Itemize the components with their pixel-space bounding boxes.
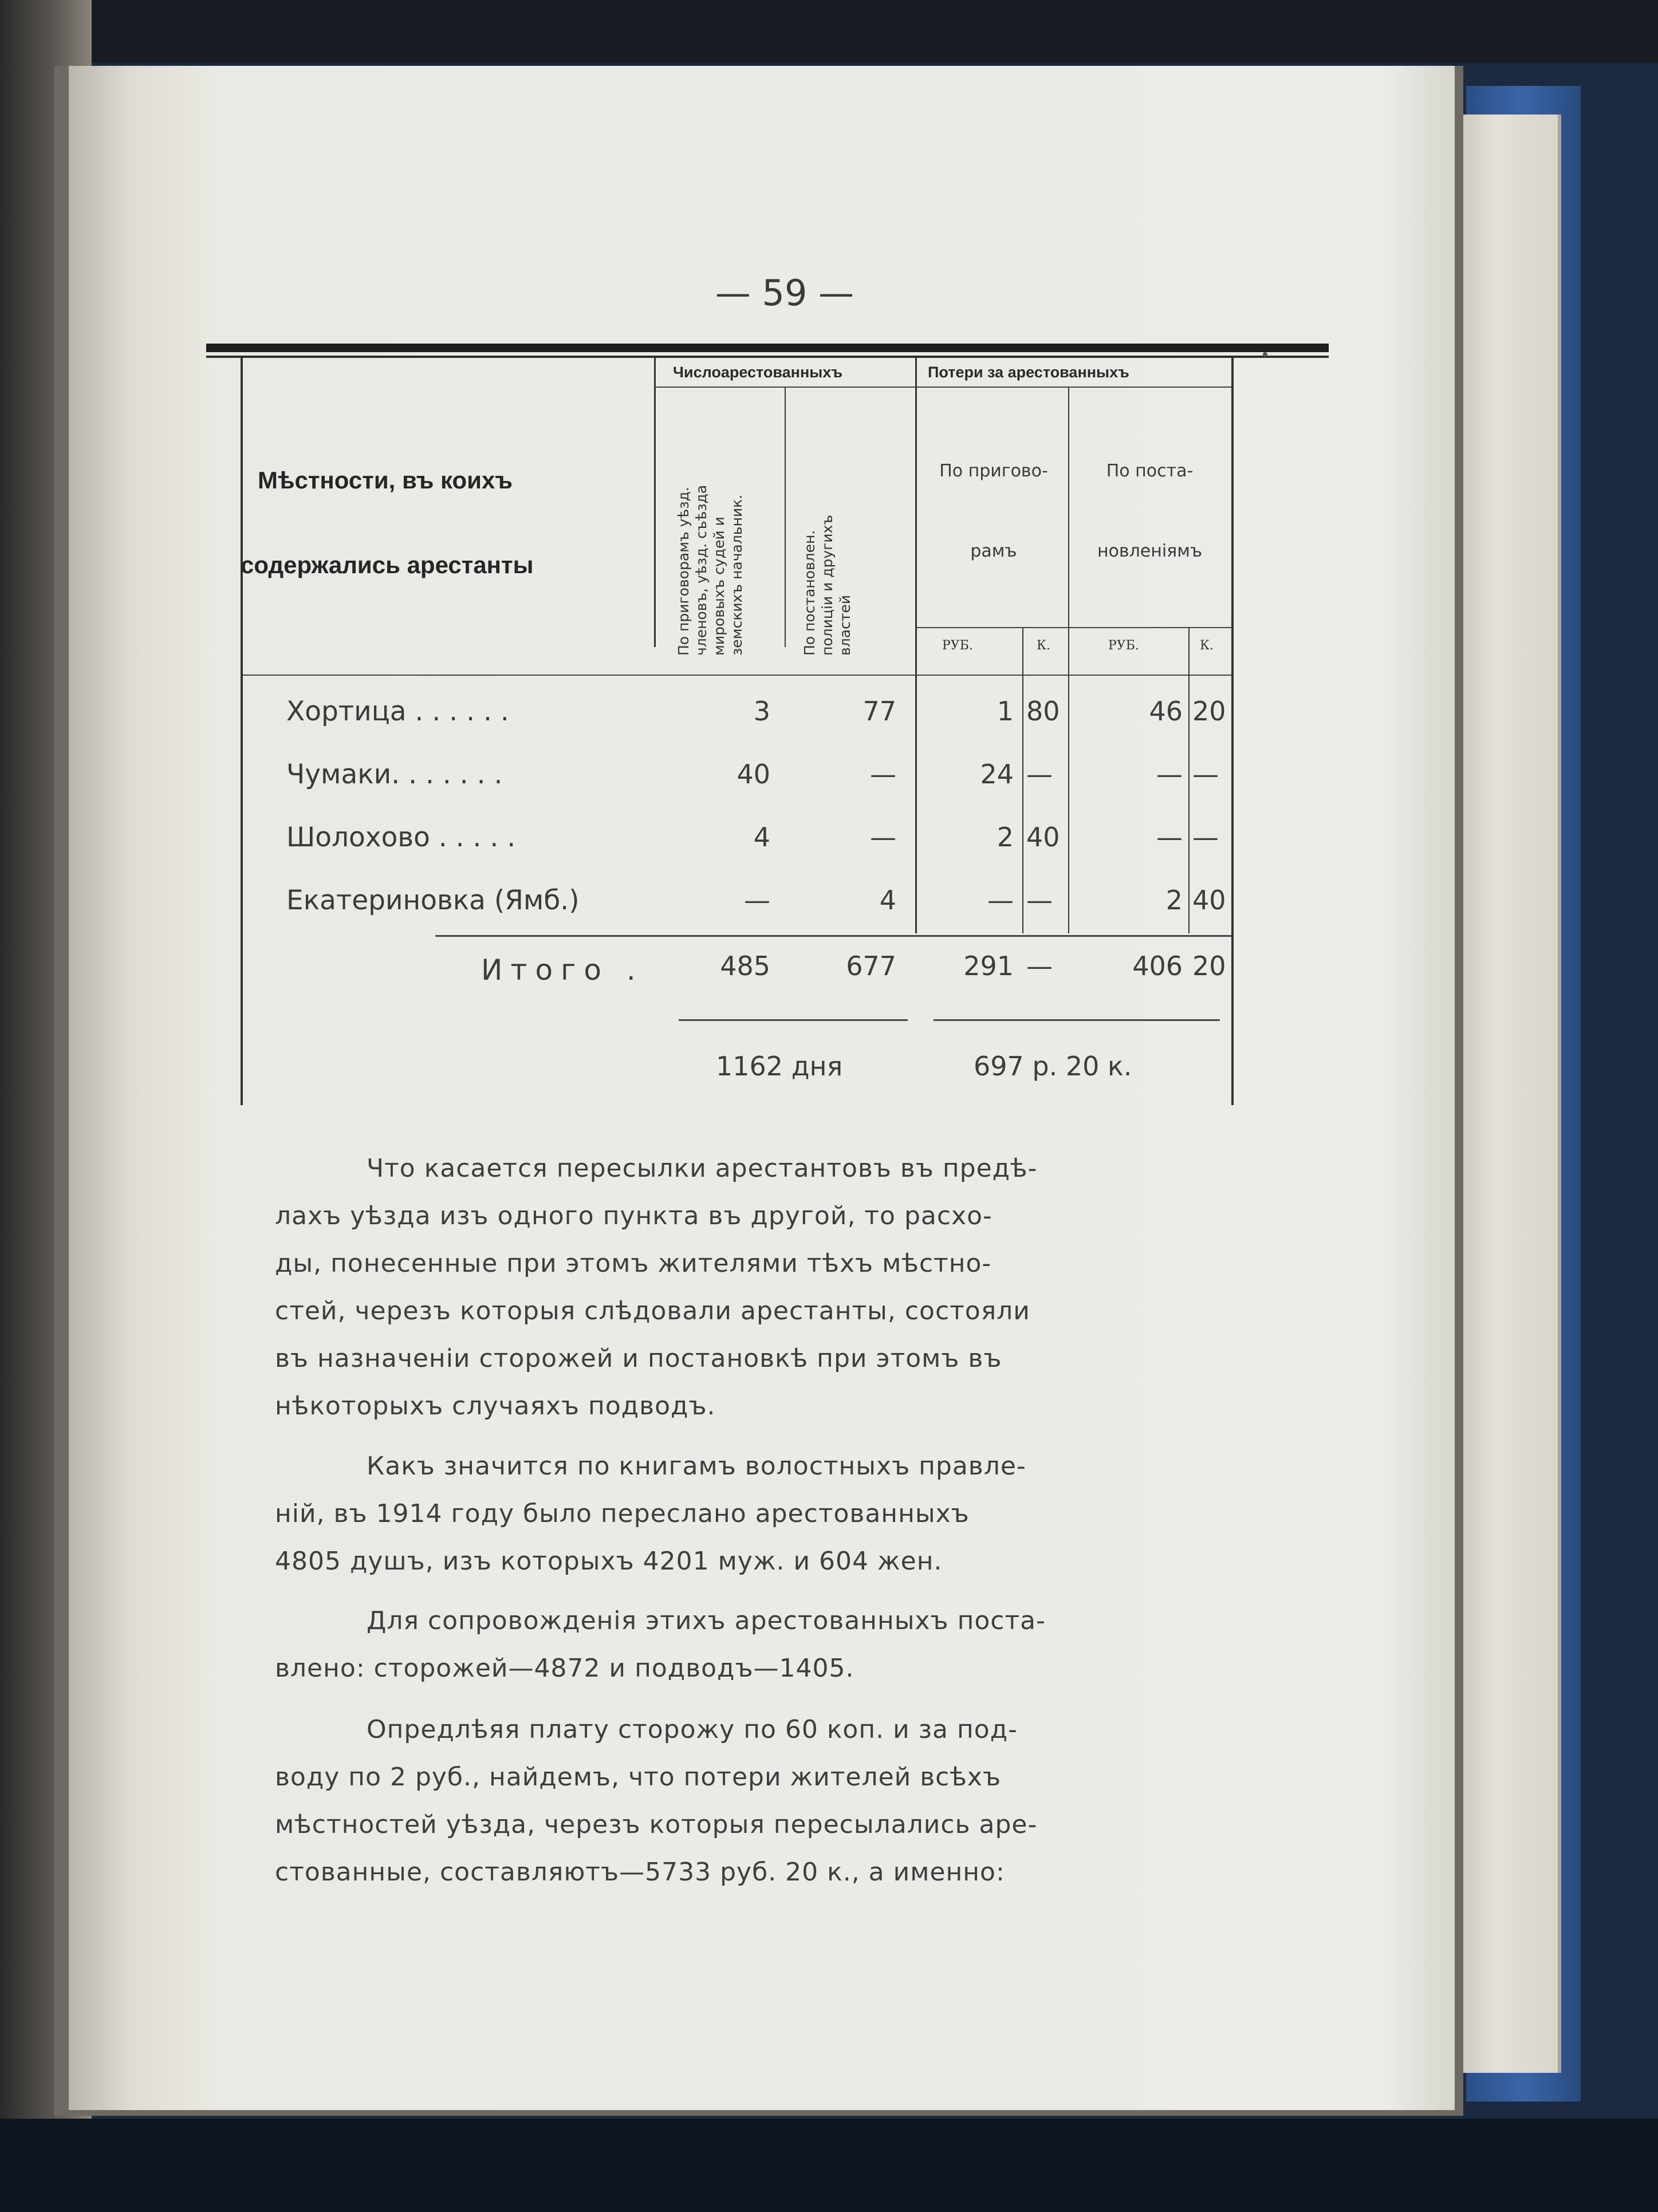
row-ls-kop: 80	[1026, 696, 1060, 727]
header-loss-decree-line1: По поста-	[1106, 461, 1194, 481]
total-ld-rub: 406	[1132, 951, 1183, 981]
header-sub-line	[916, 627, 1231, 628]
table-top-rule-thin	[206, 356, 1329, 358]
text-line: воду по 2 руб., найдемъ, что потери жителей всѣхъ	[275, 1762, 1002, 1792]
table-left-border	[241, 358, 243, 1105]
header-place-line2: содержались арестанты	[241, 551, 534, 578]
sum-rule-right	[934, 1019, 1220, 1021]
header-rub-1: РУБ.	[942, 638, 973, 653]
col-divider-place	[654, 358, 656, 647]
text-line: Для сопровожденія этихъ арестованныхъ поста-	[367, 1606, 1046, 1635]
row-ls-rub: 2	[997, 822, 1014, 853]
row-ls-kop: 40	[1026, 822, 1060, 853]
row-ld-rub: —	[1156, 759, 1183, 790]
col-divider-losses	[915, 358, 917, 933]
header-loss-sentence-line2: рамъ	[970, 541, 1017, 561]
row-ld-rub: 2	[1165, 885, 1183, 916]
text-line: влено: сторожей—4872 и подводъ—1405.	[275, 1654, 854, 1683]
header-group-arrested: Числоарестованныхъ	[673, 364, 843, 381]
table-right-border	[1231, 358, 1234, 1105]
row-place: Екатериновка (Ямб.)	[286, 885, 580, 916]
row-place: Шолохово . . . . .	[286, 822, 516, 853]
ink-speck	[1263, 352, 1267, 357]
row-sentence: 40	[737, 759, 770, 790]
text-line: стей, черезъ которыя слѣдовали арестанты, состояли	[275, 1296, 1030, 1326]
sum-rule-left	[679, 1019, 908, 1021]
row-decree: 4	[879, 885, 896, 916]
total-decree: 677	[846, 951, 896, 981]
header-loss-decree-line2: новленіямъ	[1097, 541, 1203, 561]
text-line: лахъ уѣзда изъ одного пункта въ другой, то расхо-	[275, 1201, 993, 1231]
header-kop-2: К.	[1200, 638, 1214, 653]
header-bottom-line	[243, 675, 1231, 676]
text-line: Что касается пересылки арестантовъ въ предѣ-	[367, 1154, 1038, 1183]
total-ls-rub: 291	[963, 951, 1014, 981]
row-decree: —	[870, 822, 896, 853]
header-place-line1: Мѣстности, въ коихъ	[258, 467, 513, 494]
col-divider-rub-kop-2	[1188, 627, 1190, 933]
row-ls-rub: 1	[997, 696, 1014, 727]
row-ls-rub: —	[987, 885, 1014, 916]
row-place: Чумаки. . . . . . .	[286, 759, 503, 790]
col-divider-rub-kop-1	[1022, 627, 1023, 933]
row-decree: 77	[863, 696, 896, 727]
header-group-line	[656, 387, 1231, 388]
row-decree: —	[870, 759, 896, 790]
total-label: Итого .	[481, 953, 644, 987]
row-ld-kop: —	[1192, 822, 1219, 853]
text-line: ній, въ 1914 году было переслано арестованныхъ	[275, 1499, 970, 1528]
row-ld-kop: 20	[1192, 696, 1226, 727]
text-line: въ назначеніи сторожей и постановкѣ при этомъ въ	[275, 1344, 1002, 1373]
row-sentence: 3	[753, 696, 770, 727]
page-stack-right	[1455, 115, 1561, 2073]
row-ld-kop: 40	[1192, 885, 1226, 916]
grand-total-days: 1162 дня	[716, 1051, 843, 1082]
col-divider-arrested	[785, 387, 786, 647]
text-line: стованные, составляютъ—5733 руб. 20 к., а именно:	[275, 1858, 1005, 1887]
header-rub-2: РУБ.	[1108, 638, 1139, 653]
total-sentence: 485	[720, 951, 770, 981]
header-loss-sentence-line1: По пригово-	[939, 461, 1048, 481]
row-ld-rub: —	[1156, 822, 1183, 853]
row-place: Хортица . . . . . .	[286, 696, 509, 727]
grand-total-money: 697 р. 20 к.	[974, 1051, 1132, 1082]
row-ld-kop: —	[1192, 759, 1219, 790]
background-top	[0, 0, 1658, 63]
header-col-sentence: По приговорамъ уѣзд. членовъ, уѣзд. съѣзда мировыхъ судей и земскихъ начальник.	[675, 484, 745, 656]
row-ld-rub: 46	[1149, 696, 1183, 727]
row-ls-rub: 24	[980, 759, 1014, 790]
header-kop-1: К.	[1037, 638, 1051, 653]
table-top-rule	[206, 344, 1329, 352]
text-line: Опредлѣяя плату сторожу по 60 коп. и за под-	[367, 1715, 1018, 1744]
row-sentence: 4	[753, 822, 770, 853]
text-line: 4805 душъ, изъ которыхъ 4201 муж. и 604 жен.	[275, 1547, 943, 1576]
row-sentence: —	[744, 885, 770, 916]
header-col-decree: По постановлен. полиціи и другихъ властей	[801, 514, 853, 656]
text-line: мѣстностей уѣзда, черезъ которыя пересылались аре-	[275, 1810, 1038, 1839]
background-bottom	[0, 2119, 1658, 2212]
total-rule	[435, 935, 1231, 937]
page-number: — 59 —	[715, 272, 854, 314]
row-ls-kop: —	[1026, 759, 1053, 790]
col-divider-loss-sub	[1068, 387, 1069, 933]
total-ld-kop: 20	[1192, 951, 1226, 981]
book-page	[69, 66, 1455, 2110]
row-ls-kop: —	[1026, 885, 1053, 916]
text-line: нѣкоторыхъ случаяхъ подводъ.	[275, 1391, 716, 1421]
text-line: Какъ значится по книгамъ волостныхъ правле-	[367, 1452, 1026, 1481]
total-ls-kop: —	[1026, 951, 1053, 981]
header-group-losses: Потери за арестованныхъ	[928, 364, 1129, 381]
text-line: ды, понесенные при этомъ жителями тѣхъ мѣстно-	[275, 1249, 992, 1278]
